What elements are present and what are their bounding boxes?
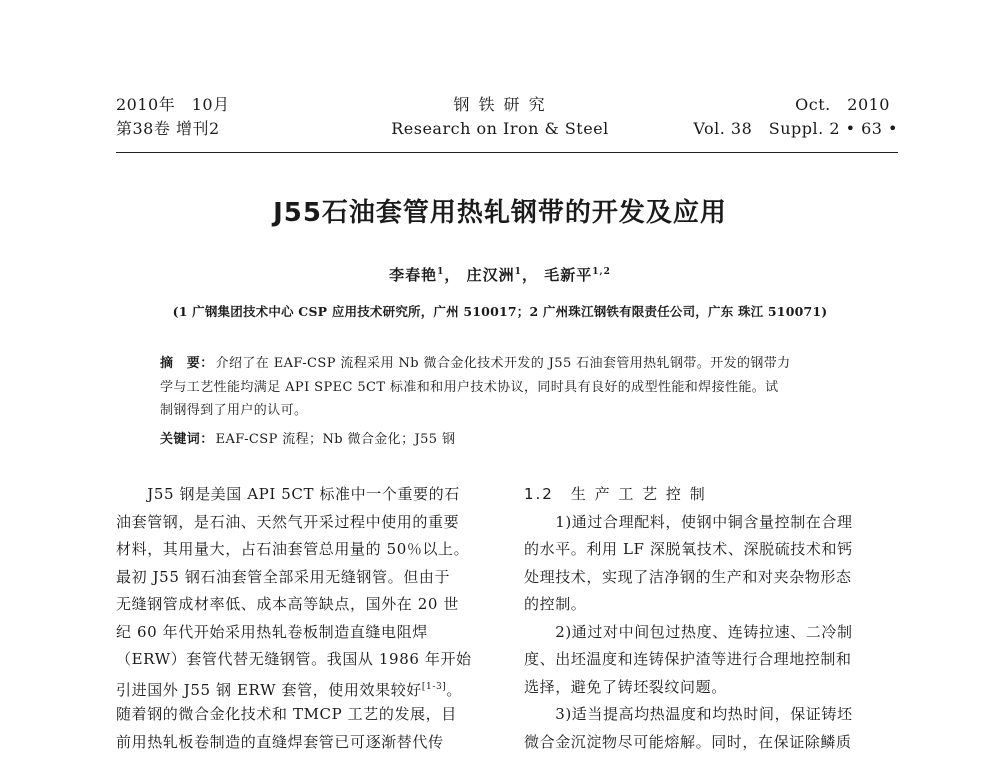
abstract-line: 学与工艺性能均满足 API SPEC 5CT 标准和和用户技术协议，同时具有良好的成型性能和焊接性能。试 [160,379,779,395]
abstract-line: 介绍了在 EAF-CSP 流程采用 Nb 微合金化技术开发的 J55 石油套管用热轧钢带。开发的钢带力 [215,356,791,371]
body-line: 无缝钢管成材率低、成本高等缺点，国外在 20 世 [116,595,460,613]
body-line [116,674,496,702]
author-list [0,264,1000,285]
affiliation-mark: 1 [514,267,522,277]
issue-date: 2010年 10月 [116,95,230,114]
body-line: 油套管钢，是石油、天然气开采过程中使用的重要 [116,512,460,531]
header-rule [116,152,898,153]
author-name: 庄汉洲 [466,266,515,284]
author-separator: ， [521,266,538,284]
body-line: J55 钢是美国 API 5CT 标准中一个重要的石 [116,485,460,503]
paper-title: J55石油套管用热轧钢带的开发及应用 [273,198,727,228]
body-line: （ERW）套管代替无缝钢管。我国从 1986 年开始 [116,650,472,668]
issue-date-en: Oct. 2010 [795,95,890,114]
body-text: 。 [446,680,463,699]
body-line: 的水平。利用 LF 深脱氧技术、深脱硫技术和钙 [524,540,853,558]
citation: [1-3] [421,681,447,692]
abstract-label: 摘 要： [160,356,214,371]
abstract [160,352,860,423]
body-line: 材料，其用量大，占石油套管总用量的 50％以上。 [116,540,470,558]
keywords-label: 关键词： [160,432,214,447]
volume-page-en: Vol. 38 Suppl. 2 • 63 • [693,119,898,138]
body-line: 选择，避免了铸坯裂纹问题。 [524,677,727,696]
body-line: 随着钢的微合金化技术和 TMCP 工艺的发展，目 [116,705,457,723]
body-line: 度、出坯温度和连铸保护渣等进行合理地控制和 [524,650,852,668]
body-line: 的控制。 [524,595,587,613]
body-line: 最初 J55 钢石油套管全部采用无缝钢管。但由于 [116,567,451,586]
body-line: 前用热轧板卷制造的直缝焊套管已可逐渐替代传 [116,732,444,751]
body-line: 处理技术，实现了洁净钢的生产和对夹杂物形态 [524,567,852,586]
author-name: 毛新平 [544,266,593,284]
journal-name-cn: 钢 铁 研 究 [453,95,547,114]
body-line: 1)通过合理配料，使钢中铜含量控制在合理 [524,512,853,531]
body-right-column [524,481,904,756]
keywords [160,428,455,447]
affiliations: (1 广钢集团技术中心 CSP 应用技术研究所，广州 510017；2 广州珠江钢铁有限责任公司，广东 珠江 510071) [172,304,828,319]
author-name: 李春艳 [389,266,438,284]
abstract-line: 制钢得到了用户的认可。 [160,403,308,418]
section-heading: 1.2 生 产 工 艺 控 制 [524,485,707,503]
body-line: 2)通过对中间包过热度、连铸拉速、二冷制 [524,622,853,641]
volume-issue: 第38卷 增刊2 [116,119,220,138]
journal-name-en: Research on Iron & Steel [391,119,609,138]
body-text: 引进国外 J55 钢 ERW 套管，使用效果较好 [116,680,422,699]
body-line: 3)适当提高均热温度和均热时间，保证铸坯 [524,705,853,723]
body-line: 微合金沉淀物尽可能熔解。同时，在保证除鳞质 [524,732,852,751]
body-left-column [116,481,496,756]
author-separator: ， [444,266,461,284]
affiliation-mark: 1,2 [592,267,611,277]
keywords-text: EAF-CSP 流程；Nb 微合金化；J55 钢 [215,432,456,447]
affiliation-mark: 1 [437,267,445,277]
body-line: 纪 60 年代开始采用热轧卷板制造直缝电阻焊 [116,622,428,641]
